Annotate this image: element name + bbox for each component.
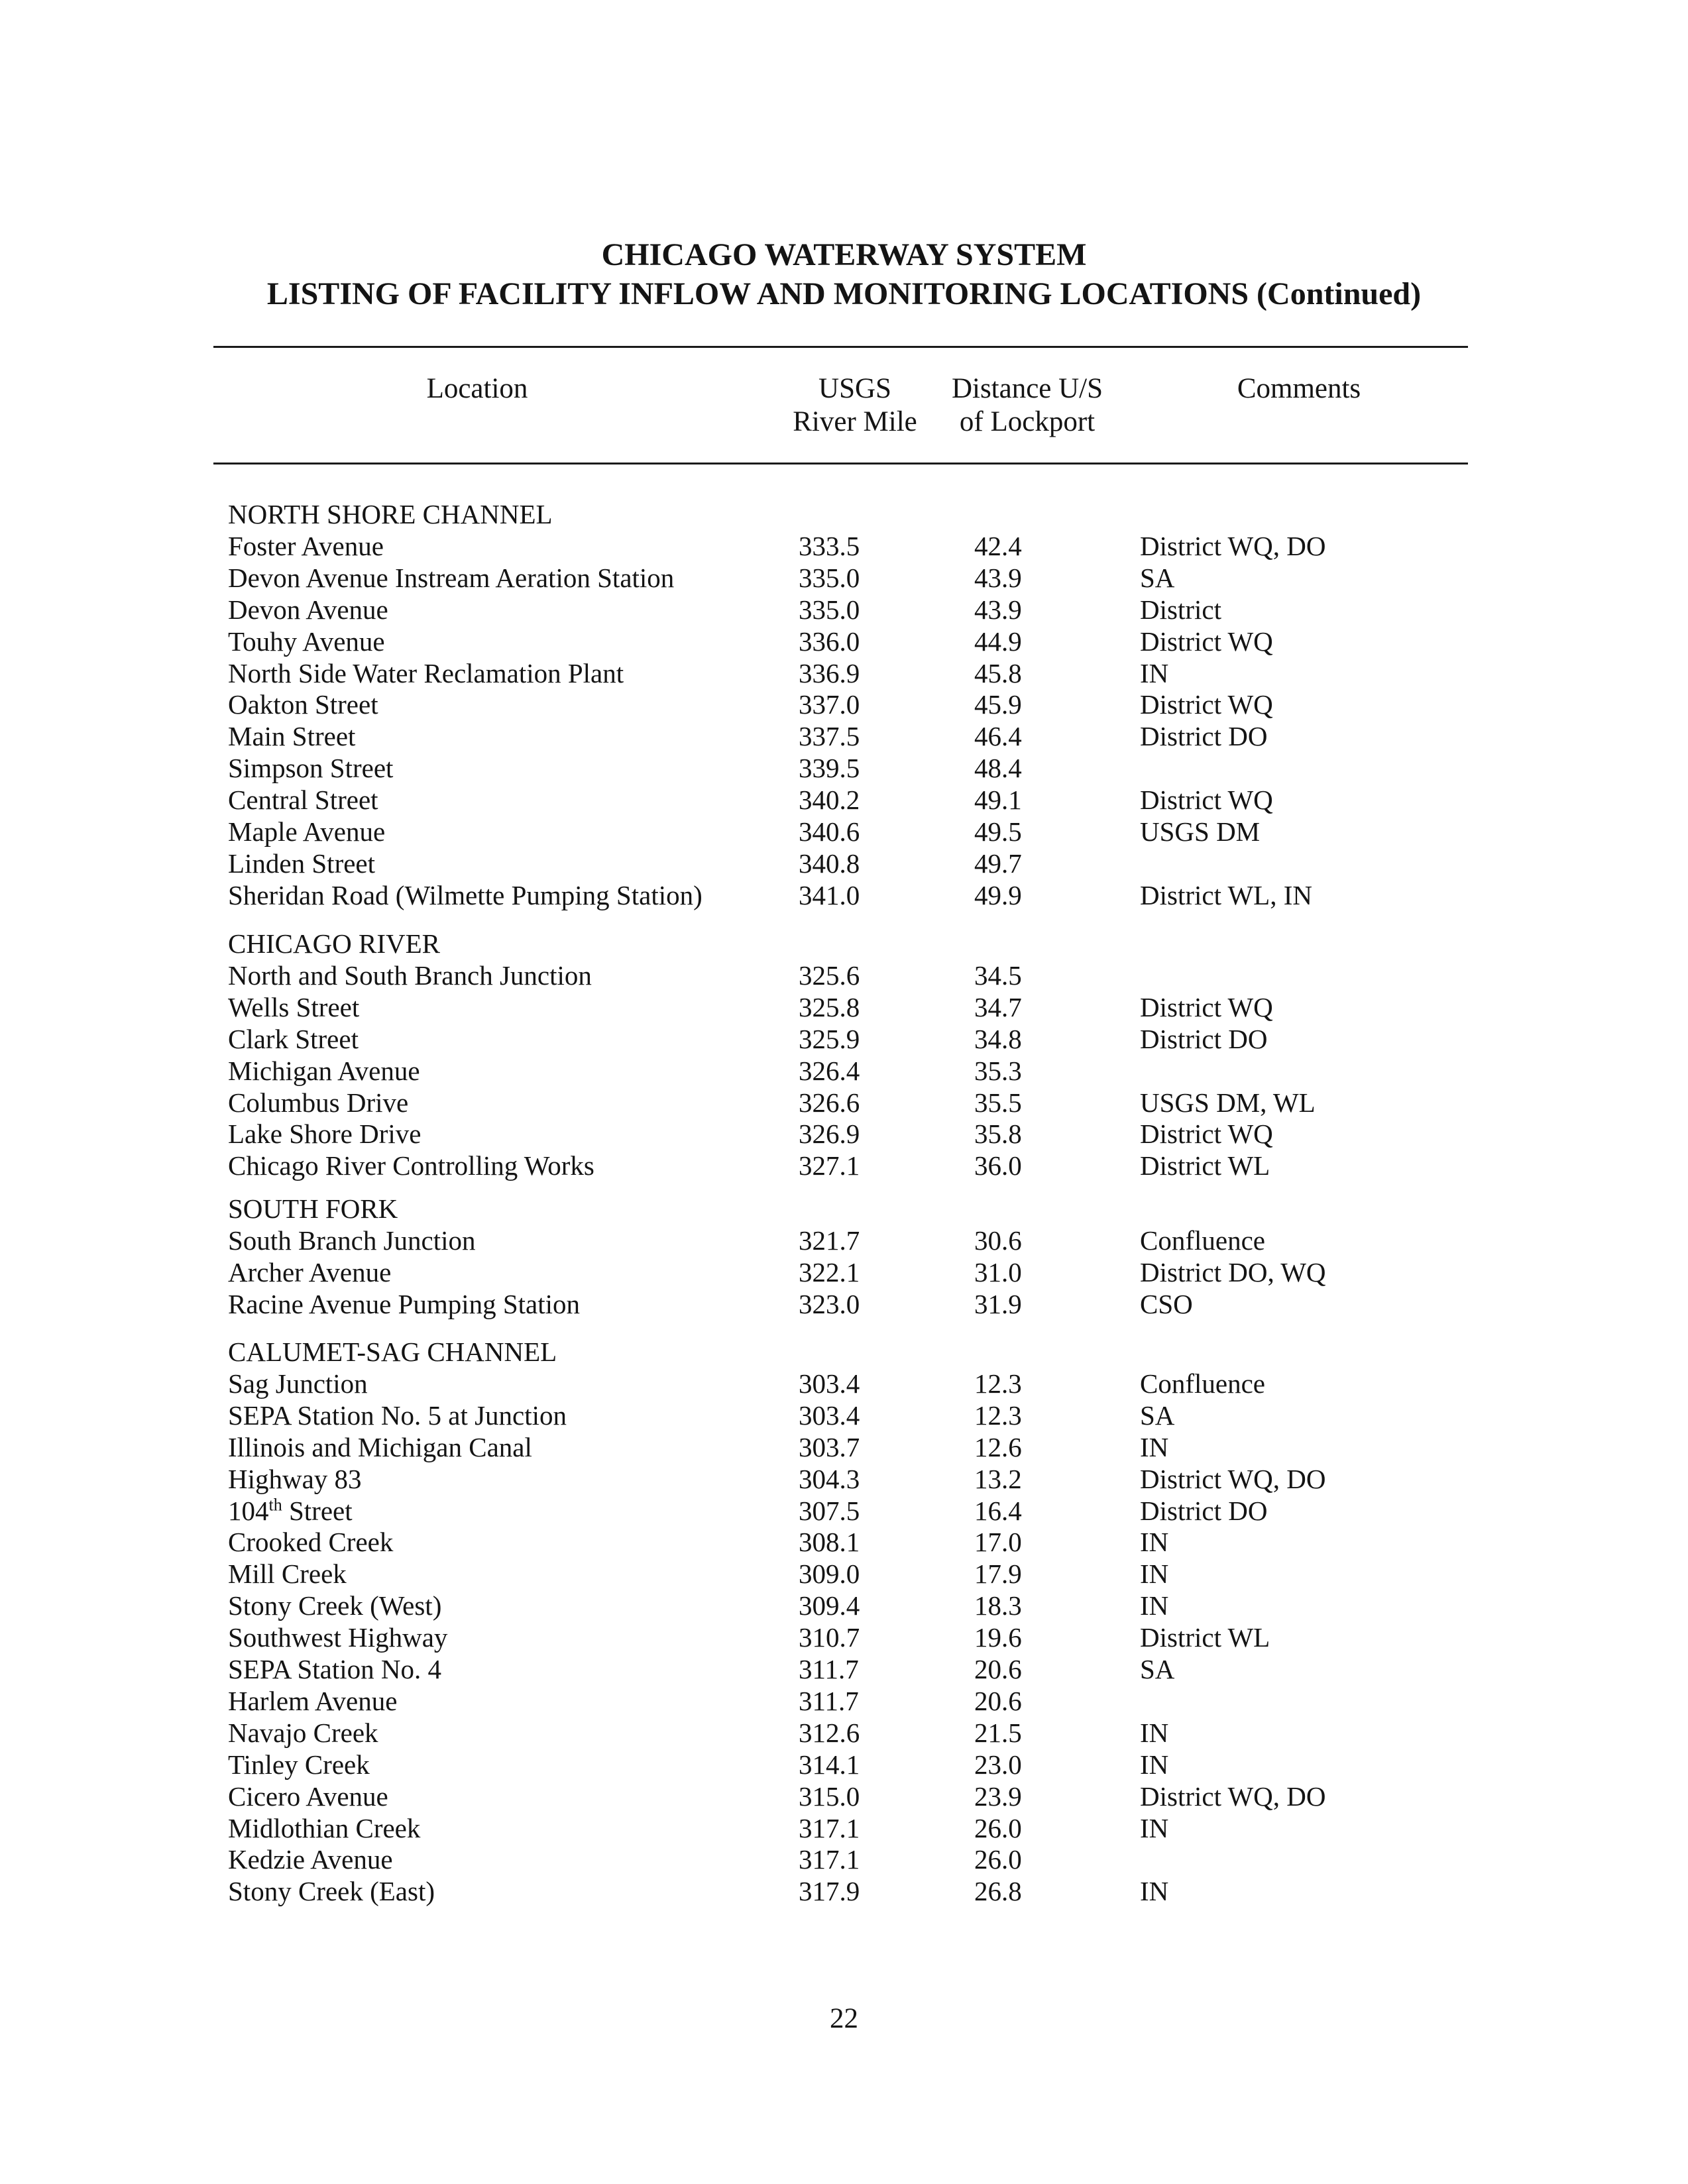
table-row-location	[228, 1558, 347, 1590]
table-row-comments: District DO	[1140, 1023, 1268, 1054]
table-row-river-mile: 335.0	[799, 562, 860, 593]
table-row-river-mile: 323.0	[799, 1288, 860, 1319]
table-row-location	[228, 1055, 420, 1087]
location-name: Cicero Avenue	[228, 1780, 388, 1812]
table-row-comments: District WQ	[1140, 689, 1273, 720]
table-row-distance: 35.8	[974, 1119, 1022, 1150]
table-row-river-mile: 312.6	[799, 1717, 860, 1748]
table-row-distance: 49.5	[974, 816, 1022, 847]
table-row-river-mile: 326.4	[799, 1055, 860, 1086]
location-name: North Side Water Reclamation Plant	[228, 657, 624, 688]
table-row-location	[228, 1399, 567, 1431]
table-row-location	[228, 1717, 378, 1749]
table-row-location	[228, 1463, 362, 1495]
table-row-comments: IN	[1140, 1749, 1169, 1780]
column-header-distance-line2: of Lockport	[959, 406, 1096, 437]
table-row-distance: 30.6	[974, 1225, 1022, 1256]
document-title: CHICAGO WATERWAY SYSTEM	[601, 237, 1087, 272]
location-name: 104	[228, 1495, 269, 1526]
table-row-location	[228, 879, 703, 911]
location-name: Linden Street	[228, 847, 376, 879]
table-row-river-mile: 340.8	[799, 847, 860, 879]
table-row-comments: District WQ	[1140, 626, 1273, 657]
table-row-location	[228, 1653, 441, 1685]
table-row-distance: 36.0	[974, 1150, 1022, 1181]
table-row-location	[228, 752, 393, 784]
column-header-usgs-line2: River Mile	[793, 406, 917, 437]
table-row-river-mile: 317.9	[799, 1876, 860, 1907]
table-row-comments: District WQ	[1140, 785, 1273, 816]
location-name: Touhy Avenue	[228, 626, 385, 657]
location-name: SEPA Station No. 5 at Junction	[228, 1399, 567, 1431]
table-row-distance: 49.7	[974, 847, 1022, 879]
location-name: Simpson Street	[228, 753, 394, 784]
column-header-comments-text: Comments	[1237, 373, 1361, 404]
location-name-suffix: Street	[282, 1495, 353, 1526]
location-name: Southwest Highway	[228, 1622, 448, 1653]
table-row-location	[228, 1495, 353, 1527]
location-name: Chicago River Controlling Works	[228, 1150, 594, 1181]
column-header-distance	[928, 372, 1127, 439]
table-row-comments: SA	[1140, 562, 1175, 593]
table-row-comments: Confluence	[1140, 1368, 1265, 1399]
location-name: Columbus Drive	[228, 1087, 409, 1118]
table-row-comments: District WL, IN	[1140, 879, 1312, 910]
table-row-river-mile: 337.0	[799, 689, 860, 720]
location-name: Central Street	[228, 785, 378, 816]
location-name: Sag Junction	[228, 1368, 368, 1399]
table-row-location	[228, 1843, 393, 1875]
table-row-river-mile: 336.9	[799, 657, 860, 688]
table-row-distance: 17.0	[974, 1527, 1022, 1558]
table-row-distance: 20.6	[974, 1654, 1022, 1684]
table-row-comments: District WL	[1140, 1622, 1270, 1653]
section-heading: CHICAGO RIVER	[228, 928, 441, 959]
location-name: Foster Avenue	[228, 530, 384, 561]
table-row-distance: 13.2	[974, 1463, 1022, 1494]
table-row-river-mile: 315.0	[799, 1780, 860, 1812]
column-header-location-text: Location	[426, 373, 528, 404]
table-row-location	[228, 626, 385, 657]
location-name: Harlem Avenue	[228, 1685, 398, 1716]
location-name: Devon Avenue Instream Aeration Station	[228, 562, 675, 593]
table-row-river-mile: 337.5	[799, 721, 860, 752]
table-row-river-mile: 325.8	[799, 991, 860, 1022]
table-row-distance: 18.3	[974, 1590, 1022, 1621]
table-row-river-mile: 336.0	[799, 626, 860, 657]
table-row-comments: IN	[1140, 1527, 1169, 1558]
table-row-river-mile: 314.1	[799, 1749, 860, 1780]
table-row-distance: 26.0	[974, 1844, 1022, 1875]
table-row-distance: 49.9	[974, 879, 1022, 910]
table-row-location	[228, 688, 378, 720]
table-row-comments: District WQ, DO	[1140, 530, 1326, 561]
location-name: Illinois and Michigan Canal	[228, 1431, 532, 1462]
location-name: Michigan Avenue	[228, 1055, 420, 1086]
table-row-location	[228, 1225, 476, 1256]
table-row-river-mile: 310.7	[799, 1622, 860, 1653]
table-row-distance: 31.0	[974, 1256, 1022, 1287]
table-row-comments: District WQ, DO	[1140, 1780, 1326, 1812]
table-row-river-mile: 311.7	[799, 1654, 859, 1684]
table-row-distance: 12.3	[974, 1399, 1022, 1431]
table-row-location	[228, 594, 388, 626]
table-row-comments: SA	[1140, 1654, 1175, 1684]
table-row-location	[228, 562, 674, 594]
table-row-distance: 21.5	[974, 1717, 1022, 1748]
table-row-river-mile: 325.6	[799, 959, 860, 991]
table-row-river-mile: 322.1	[799, 1256, 860, 1287]
table-row-location	[228, 1685, 397, 1717]
location-name: Main Street	[228, 721, 356, 752]
header-top-rule	[213, 346, 1468, 348]
table-row-comments: IN	[1140, 657, 1169, 688]
table-row-location	[228, 1875, 435, 1907]
table-row-river-mile: 341.0	[799, 879, 860, 910]
table-row-distance: 26.0	[974, 1812, 1022, 1843]
table-row-river-mile: 303.4	[799, 1399, 860, 1431]
location-name: North and South Branch Junction	[228, 959, 592, 991]
table-row-comments: CSO	[1140, 1288, 1193, 1319]
table-row-river-mile: 303.7	[799, 1431, 860, 1462]
table-row-distance: 43.9	[974, 562, 1022, 593]
table-row-river-mile: 340.2	[799, 785, 860, 816]
table-row-location	[228, 1368, 368, 1399]
table-row-river-mile: 321.7	[799, 1225, 860, 1256]
location-ordinal-suffix: th	[268, 1494, 282, 1514]
table-row-river-mile: 304.3	[799, 1463, 860, 1494]
table-row-location	[228, 1780, 388, 1812]
section-heading: CALUMET-SAG CHANNEL	[228, 1337, 557, 1367]
table-row-distance: 42.4	[974, 530, 1022, 561]
location-name: Stony Creek (West)	[228, 1590, 442, 1621]
table-row-distance: 35.3	[974, 1055, 1022, 1086]
table-row-distance: 31.9	[974, 1288, 1022, 1319]
table-row-comments: IN	[1140, 1590, 1169, 1621]
table-row-distance: 35.5	[974, 1087, 1022, 1118]
table-row-river-mile: 333.5	[799, 530, 860, 561]
column-header-usgs-line1: USGS	[818, 373, 891, 404]
table-row-distance: 45.8	[974, 657, 1022, 688]
location-name: Highway 83	[228, 1463, 362, 1494]
table-row-river-mile: 335.0	[799, 594, 860, 625]
table-row-location	[228, 1590, 441, 1621]
table-row-comments: USGS DM, WL	[1140, 1087, 1316, 1118]
table-row-river-mile: 327.1	[799, 1150, 860, 1181]
table-row-location	[228, 1621, 447, 1653]
table-row-comments: Confluence	[1140, 1225, 1265, 1256]
table-row-location	[228, 1526, 393, 1558]
location-name: Clark Street	[228, 1023, 359, 1054]
table-row-comments: IN	[1140, 1431, 1169, 1462]
header-bottom-rule	[213, 463, 1468, 464]
location-name: Racine Avenue Pumping Station	[228, 1288, 581, 1319]
table-row-distance: 19.6	[974, 1622, 1022, 1653]
table-row-river-mile: 311.7	[799, 1685, 859, 1716]
location-name: Stony Creek (East)	[228, 1876, 435, 1907]
document-subtitle: LISTING OF FACILITY INFLOW AND MONITORING LOCATIONS (Continued)	[266, 276, 1422, 311]
table-row-location	[228, 1431, 532, 1463]
table-row-location	[228, 1812, 420, 1844]
table-row-distance: 23.9	[974, 1780, 1022, 1812]
table-row-river-mile: 340.6	[799, 816, 860, 847]
table-row-location	[228, 1256, 391, 1288]
table-row-comments: USGS DM	[1140, 816, 1261, 847]
table-row-location	[228, 530, 384, 562]
location-name: Wells Street	[228, 991, 360, 1022]
table-row-distance: 26.8	[974, 1876, 1022, 1907]
table-row-distance: 48.4	[974, 753, 1022, 784]
table-row-comments: District DO, WQ	[1140, 1256, 1326, 1287]
table-row-river-mile: 317.1	[799, 1812, 860, 1843]
table-row-location	[228, 816, 385, 847]
location-name: SEPA Station No. 4	[228, 1654, 442, 1684]
table-row-distance: 46.4	[974, 721, 1022, 752]
table-row-distance: 45.9	[974, 689, 1022, 720]
table-row-comments: District	[1140, 594, 1221, 625]
table-row-river-mile: 307.5	[799, 1495, 860, 1526]
location-name: Tinley Creek	[228, 1749, 370, 1780]
table-row-comments: District WQ	[1140, 1119, 1273, 1150]
location-name: Archer Avenue	[228, 1256, 392, 1287]
location-name: Midlothian Creek	[228, 1812, 421, 1843]
table-row-comments: District DO	[1140, 721, 1268, 752]
location-name: Navajo Creek	[228, 1717, 378, 1748]
table-row-location	[228, 784, 378, 816]
table-row-comments: District WL	[1140, 1150, 1270, 1181]
table-row-river-mile: 339.5	[799, 753, 860, 784]
table-row-comments: IN	[1140, 1812, 1169, 1843]
table-row-location	[228, 991, 359, 1023]
table-row-distance: 20.6	[974, 1685, 1022, 1716]
table-row-location	[228, 1087, 408, 1119]
table-row-comments: IN	[1140, 1717, 1169, 1748]
table-row-comments: SA	[1140, 1399, 1175, 1431]
table-row-location	[228, 1749, 370, 1780]
table-row-distance: 12.3	[974, 1368, 1022, 1399]
table-row-distance: 44.9	[974, 626, 1022, 657]
column-header-distance-line1: Distance U/S	[951, 373, 1103, 404]
table-row-comments: District DO	[1140, 1495, 1268, 1526]
table-row-river-mile: 308.1	[799, 1527, 860, 1558]
location-name: Maple Avenue	[228, 816, 386, 847]
table-row-river-mile: 326.6	[799, 1087, 860, 1118]
column-header-usgs-river-mile	[756, 372, 954, 439]
table-row-comments: District WQ	[1140, 991, 1273, 1022]
table-row-distance: 43.9	[974, 594, 1022, 625]
column-header-location	[371, 372, 583, 406]
table-row-location	[228, 657, 624, 689]
location-name: Devon Avenue	[228, 594, 388, 625]
table-row-river-mile: 326.9	[799, 1119, 860, 1150]
table-row-location	[228, 720, 355, 752]
location-name: Oakton Street	[228, 689, 378, 720]
table-row-river-mile: 309.4	[799, 1590, 860, 1621]
table-row-river-mile: 309.0	[799, 1558, 860, 1590]
table-row-comments: IN	[1140, 1876, 1169, 1907]
table-row-comments: IN	[1140, 1558, 1169, 1590]
table-row-comments: District WQ, DO	[1140, 1463, 1326, 1494]
section-heading: NORTH SHORE CHANNEL	[228, 499, 553, 529]
table-row-location	[228, 959, 592, 991]
location-name: South Branch Junction	[228, 1225, 476, 1256]
table-row-distance: 17.9	[974, 1558, 1022, 1590]
location-name: Sheridan Road (Wilmette Pumping Station)	[228, 879, 703, 910]
table-row-distance: 34.8	[974, 1023, 1022, 1054]
table-row-location	[228, 1118, 421, 1150]
table-row-river-mile: 303.4	[799, 1368, 860, 1399]
table-row-location	[228, 1288, 580, 1320]
table-row-location	[228, 1023, 359, 1055]
location-name: Kedzie Avenue	[228, 1844, 393, 1875]
table-row-river-mile: 317.1	[799, 1844, 860, 1875]
table-row-distance: 23.0	[974, 1749, 1022, 1780]
table-row-distance: 34.5	[974, 959, 1022, 991]
table-row-distance: 49.1	[974, 785, 1022, 816]
location-name: Mill Creek	[228, 1558, 347, 1590]
table-row-location	[228, 1150, 594, 1181]
table-row-distance: 34.7	[974, 991, 1022, 1022]
page-number: 22	[830, 2003, 858, 2034]
table-row-river-mile: 325.9	[799, 1023, 860, 1054]
table-row-location	[228, 847, 375, 879]
location-name: Lake Shore Drive	[228, 1119, 422, 1150]
location-name: Crooked Creek	[228, 1527, 394, 1558]
section-heading: SOUTH FORK	[228, 1193, 398, 1224]
column-header-comments	[1193, 372, 1405, 406]
table-row-distance: 16.4	[974, 1495, 1022, 1526]
table-row-distance: 12.6	[974, 1431, 1022, 1462]
